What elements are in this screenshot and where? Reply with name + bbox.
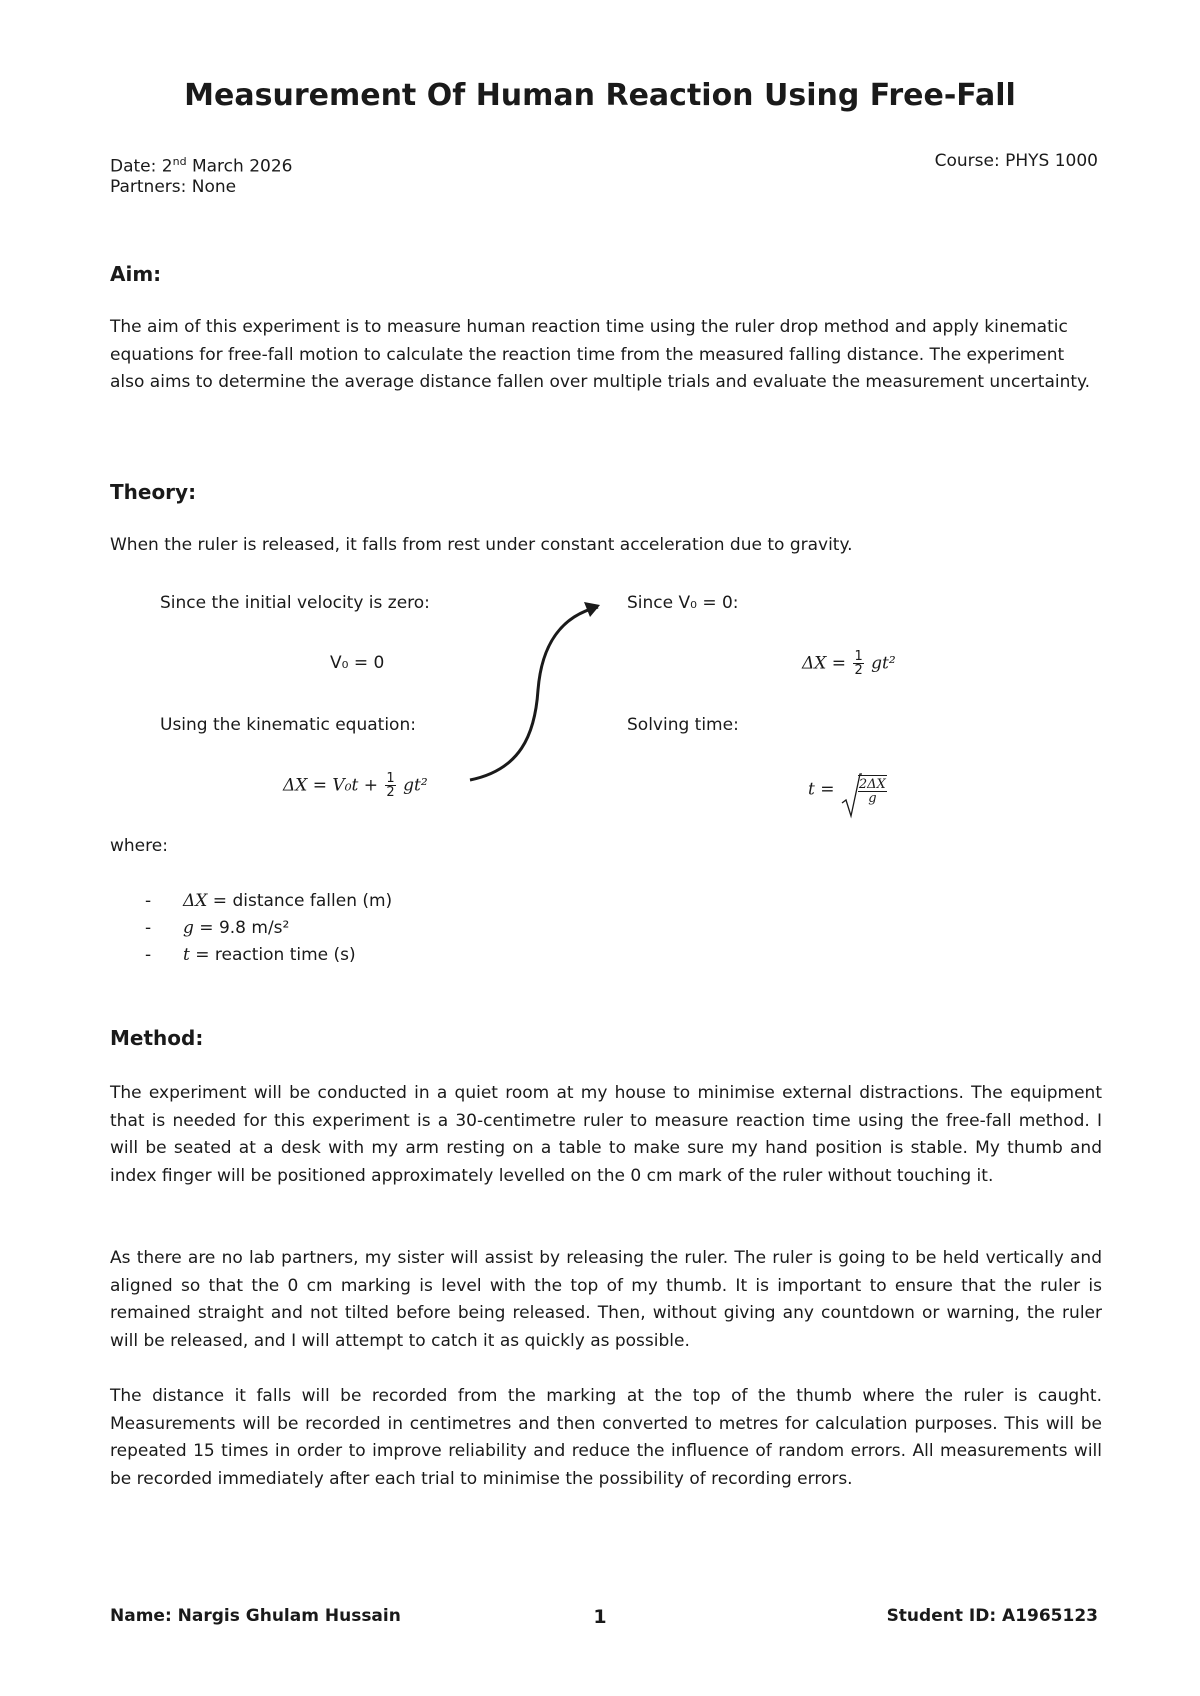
- symbol-delta-x: ΔX: [183, 891, 208, 911]
- document-title: Measurement Of Human Reaction Using Free-Fall: [184, 78, 1016, 113]
- date-label: Date: 2: [110, 156, 173, 177]
- symbol-t: t: [183, 945, 190, 965]
- displacement-equation: [802, 650, 896, 678]
- partners-line: Partners: None: [110, 177, 237, 197]
- definition-text: = 9.8 m/s²: [193, 918, 290, 938]
- fraction-numerator: 1: [854, 649, 863, 664]
- time-lhs: t =: [808, 779, 835, 800]
- curved-arrow-icon: [460, 595, 610, 790]
- fraction-denominator: 2: [854, 663, 863, 678]
- date-ordinal: nd: [172, 155, 187, 168]
- course-line: Course: PHYS 1000: [934, 151, 1098, 171]
- solving-time-label: Solving time:: [627, 715, 739, 735]
- method-paragraph-2: As there are no lab partners, my sister will assist by releasing the ruler. The ruler is going to be held vertically and aligned so that the 0 cm marking is level with the top of my thumb. It is important to ensure that the ruler is remained straight and not tilted before being released. Then, without giving any countdown or warning, the ruler will be released, and I will attempt to catch it as quickly as possible.: [110, 1248, 1102, 1351]
- kinematic-equation: [283, 772, 428, 800]
- where-label: where:: [110, 836, 168, 856]
- v0-equation: V₀ = 0: [330, 653, 385, 673]
- symbol-g: g: [183, 918, 194, 938]
- fraction-denominator: 2: [386, 785, 395, 800]
- sqrt-fraction: [858, 775, 887, 805]
- half-fraction: [853, 650, 863, 677]
- displacement-tail: gt²: [871, 653, 896, 674]
- time-equation: [808, 775, 889, 805]
- aim-heading: Aim:: [110, 262, 162, 286]
- radical-sign-icon: [840, 773, 862, 819]
- definition-text: = distance fallen (m): [207, 891, 393, 911]
- date-rest: March 2026: [186, 156, 293, 177]
- footer-name: Name: Nargis Ghulam Hussain: [110, 1606, 401, 1626]
- footer-student-id: Student ID: A1965123: [886, 1606, 1098, 1626]
- method-paragraph-1: The experiment will be conducted in a quiet room at my house to minimise external distractions. The equipment that is needed for this experiment is a 30-centimetre ruler to measure reaction time using the free-fall method. I will be seated at a desk with my arm resting on a table to make sure my hand position is stable. My thumb and index finger will be positioned approximately levelled on the 0 cm mark of the ruler without touching it.: [110, 1083, 1102, 1186]
- v0-zero-label: Since V₀ = 0:: [627, 593, 739, 613]
- displacement-lhs: ΔX =: [802, 653, 847, 674]
- definition-text: = reaction time (s): [189, 945, 356, 965]
- sqrt-denominator: g: [868, 791, 877, 806]
- half-fraction: [385, 772, 395, 799]
- square-root: [840, 775, 889, 805]
- kinematic-tail: gt²: [403, 775, 428, 796]
- page-number: 1: [593, 1606, 607, 1628]
- theory-intro: When the ruler is released, it falls from rest under constant acceleration due to gravity.: [110, 535, 853, 555]
- fraction-numerator: 1: [386, 771, 395, 786]
- initial-velocity-label: Since the initial velocity is zero:: [160, 593, 430, 613]
- kinematic-label: Using the kinematic equation:: [160, 715, 416, 735]
- method-paragraph-3: The distance it falls will be recorded from the marking at the top of the thumb where the ruler is caught. Measurements will be recorded in centimetres and then converted to metres for calculation purposes. This will be repeated 15 times in order to improve reliability and reduce the influence of random errors. All measurements will be recorded immediately after each trial to minimise the possibility of recording errors.: [110, 1386, 1102, 1489]
- kinematic-lhs: ΔX = V₀t +: [283, 775, 379, 796]
- method-heading: Method:: [110, 1026, 204, 1050]
- sqrt-numerator: 2ΔX: [858, 777, 886, 792]
- theory-heading: Theory:: [110, 480, 197, 504]
- aim-paragraph: The aim of this experiment is to measure human reaction time using the ruler drop method and apply kinematic equations for free-fall motion to calculate the reaction time from the measured falling distance. The experiment also aims to determine the average distance fallen over multiple trials and evaluate the measurement uncertainty.: [110, 317, 1091, 392]
